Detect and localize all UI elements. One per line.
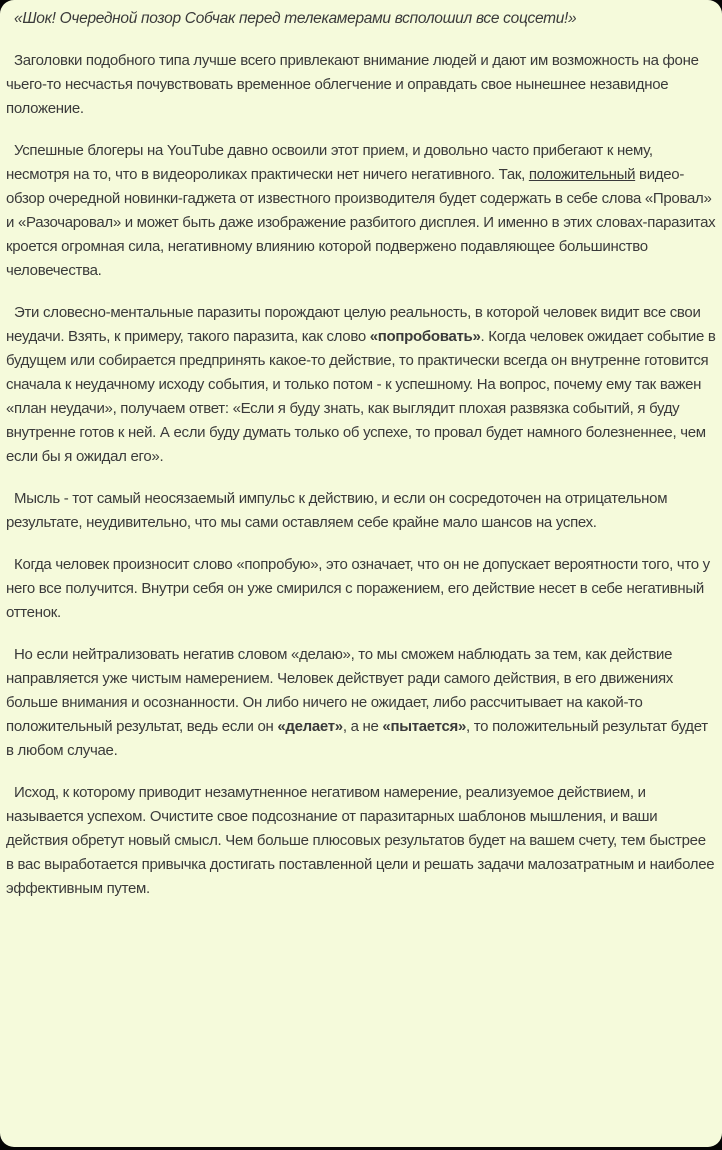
text-run: , то положительный результат будет в любом случае.: [6, 718, 708, 759]
article-paragraph: [6, 301, 716, 469]
article-title: «Шок! Очередной позор Собчак перед телекамерами всполошил все соцсети!»: [14, 10, 577, 27]
text-run: Успешные блогеры на YouTube давно освоили этот прием, и довольно часто прибегают к нему, несмотря на то, что в видеороликах практически нет ничего негативного. Так,: [6, 142, 653, 183]
text-run: . Когда человек ожидает событие в будущем или собирается предпринять какое-то действие, то практически всегда он внутренне готовится сначала к неудачному исходу события, и только потом - к успешному. На вопрос, почему ему так важен «план неудачи», получаем ответ: «Если я буду знать, как выглядит плохая развязка событий, я буду внутренне готов к ней. А если буду думать только об успехе, то провал будет намного болезненнее, чем если бы я ожидал его».: [6, 328, 716, 465]
text-run: Эти словесно-ментальные паразиты порождают целую реальность, в которой человек видит все свои неудачи. Взять, к примеру, такого паразита, как слово: [6, 304, 701, 345]
text-run-bold: «пытается»: [382, 718, 467, 735]
text-run: Исход, к которому приводит незамутненное негативом намерение, реализуемое действием, и называется успехом. Очистите свое подсознание от паразитарных шаблонов мышления, и ваши действия обретут новый смысл. Чем больше плюсовых результатов будет на вашем счету, тем быстрее в вас выработается привычка достигать поставленной цели и решать задачи малозатратным и наиболее эффективным путем.: [6, 784, 715, 897]
article-paragraph: [6, 49, 716, 121]
text-run: Когда человек произносит слово «попробую», это означает, что он не допускает вероятности того, что у него все получится. Внутри себя он уже смирился с поражением, его действие несет в себе негативный оттенок.: [6, 556, 710, 621]
text-run: , а не: [342, 718, 383, 735]
text-run-bold: «делает»: [277, 718, 343, 735]
text-run: Но если нейтрализовать негатив словом «делаю», то мы сможем наблюдать за тем, как действие направляется уже чистым намерением. Человек действует ради самого действия, в его движениях больше внимания и осознанности. Он либо ничего не ожидает, либо рассчитывает на какой-то положительный результат, ведь если он: [6, 646, 673, 735]
text-run: видео-обзор очередной новинки-гаджета от известного производителя будет содержать в себе слова «Провал» и «Разочаровал» и может быть даже изображение разбитого дисплея. И именно в этих словах-паразитах кроется огромная сила, негативному влиянию которой подвержено подавляющее большинство человечества.: [6, 166, 716, 279]
article-paragraph: [6, 139, 716, 283]
article-paragraph: [6, 487, 716, 535]
article-paragraph: [6, 553, 716, 625]
text-run: Заголовки подобного типа лучше всего привлекают внимание людей и дают им возможность на фоне чьего-то несчастья почувствовать временное облегчение и оправдать свое нынешнее незавидное положение.: [6, 52, 699, 117]
article-paragraph: [6, 781, 716, 901]
text-run-underline: положительный: [528, 166, 636, 183]
text-run-bold: «попробовать»: [369, 328, 481, 345]
article-paragraph: [6, 643, 716, 763]
article-body: [6, 49, 716, 901]
text-run: Мысль - тот самый неосязаемый импульс к действию, и если он сосредоточен на отрицательном результате, неудивительно, что мы сами оставляем себе крайне мало шансов на успех.: [6, 490, 668, 531]
